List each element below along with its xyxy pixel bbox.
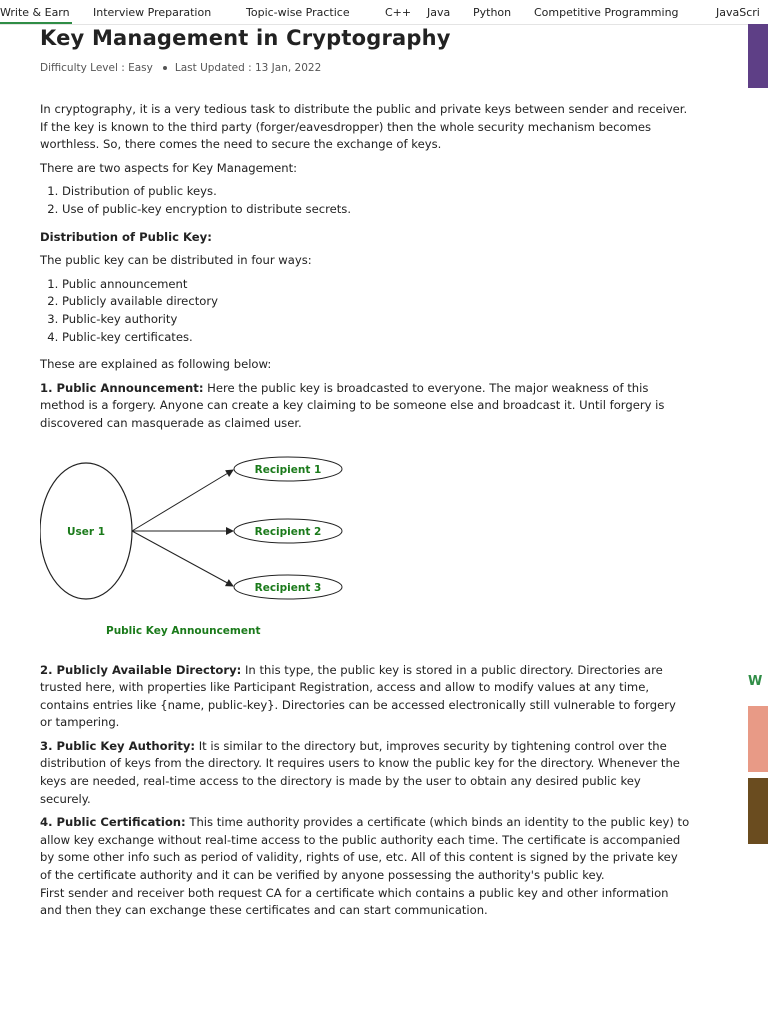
- ways-list: [40, 276, 690, 346]
- page-title: Key Management in Cryptography: [40, 26, 451, 50]
- public-key-announcement-diagram: [40, 441, 360, 646]
- section-public-key-authority: [40, 738, 690, 808]
- nav-python[interactable]: Python: [473, 6, 512, 19]
- nav-competitive-programming[interactable]: Competitive Programming: [534, 6, 679, 19]
- section-public-certification-cont: First sender and receiver both request CA for a certificate which contains a public key and other information and then they can exchange these certificates and can start communication.: [40, 885, 669, 918]
- section-title: 3. Public Key Authority:: [40, 738, 196, 753]
- section-title: 1. Public Announcement:: [40, 380, 204, 395]
- sidebar-partial: [748, 24, 768, 1024]
- sidebar-thumbnail[interactable]: [748, 706, 768, 772]
- nav-interview-preparation[interactable]: Interview Preparation: [93, 6, 212, 19]
- section-public-certification: [40, 814, 690, 884]
- diagram-caption: Public Key Announcement: [106, 624, 261, 637]
- diagram-svg: [40, 441, 360, 621]
- distribution-heading: Distribution of Public Key:: [40, 229, 212, 244]
- sidebar-thumbnail[interactable]: [748, 24, 768, 88]
- top-nav: [0, 0, 768, 25]
- list-item: 1. Public announcement: [62, 276, 690, 294]
- last-updated: Last Updated : 13 Jan, 2022: [174, 62, 322, 74]
- separator-dot: [163, 66, 167, 70]
- difficulty-level: Difficulty Level : Easy: [40, 62, 153, 74]
- aspects-list: [40, 183, 690, 218]
- section-text: This time authority provides a certificate (which binds an identity to the public key) to allow key exchange without real-time access to the public authority each time. The certificate is accompanied by some other info such as period of validity, rights of use, etc. All of this content is signed by the private key of the certificate authority and it can be verified by anyone possessing the authority's public key.: [40, 815, 690, 883]
- section-text: It is similar to the directory but, improves security by tightening control over the distribution of keys from the directory. It requires users to know the public key for the directory. Whenever the keys are needed, real-time access to the directory is made by the user to obtain any desired public key securely.: [40, 738, 680, 806]
- nav-active-underline: [0, 22, 72, 24]
- nav-cpp[interactable]: C++: [385, 6, 412, 19]
- sidebar-thumbnail[interactable]: [748, 778, 768, 844]
- section-title: 4. Public Certification:: [40, 815, 186, 830]
- article-content: [40, 101, 690, 926]
- section-public-directory: [40, 662, 690, 732]
- list-item: 3. Public-key authority: [62, 311, 690, 329]
- section-public-announcement: [40, 380, 690, 433]
- section-text: In this type, the public key is stored in a public directory. Directories are trusted here, with properties like Participant Registration, access and allow to modify values at any time, contains entries like {name, public-key}. Directories can be accessed electronically still vulnerable to forgery or tampering.: [40, 662, 676, 730]
- nav-javascript[interactable]: JavaScri: [716, 6, 760, 19]
- section-text: Here the public key is broadcasted to everyone. The major weakness of this method is a forgery. Anyone can create a key claiming to be someone else and broadcast it. Until forgery is discovered can masquerade as claimed user.: [40, 380, 665, 430]
- intro-paragraph: In cryptography, it is a very tedious task to distribute the public and private keys between sender and receiver. If the key is known to the third party (forger/eavesdropper) then the whole security mechanism becomes worthless. So, there comes the need to secure the exchange of keys.: [40, 102, 688, 152]
- recipient-1-label: Recipient 1: [254, 463, 322, 476]
- sidebar-section-letter: W: [748, 674, 763, 689]
- arrow-to-recipient-1: [132, 470, 233, 531]
- article-meta: [40, 62, 321, 74]
- aspects-intro: There are two aspects for Key Management:: [40, 160, 298, 175]
- list-item: 2. Publicly available directory: [62, 293, 690, 311]
- recipient-2-label: Recipient 2: [254, 525, 322, 538]
- user-label: User 1: [66, 525, 106, 538]
- nav-write-earn[interactable]: Write & Earn: [0, 6, 70, 19]
- list-item: 2. Use of public-key encryption to distribute secrets.: [62, 201, 690, 219]
- list-item: 4. Public-key certificates.: [62, 329, 690, 347]
- ways-intro: The public key can be distributed in four ways:: [40, 253, 312, 268]
- recipient-3-label: Recipient 3: [254, 581, 322, 594]
- nav-java[interactable]: Java: [427, 6, 451, 19]
- nav-topic-wise-practice[interactable]: Topic-wise Practice: [246, 6, 350, 19]
- arrow-to-recipient-3: [132, 531, 233, 586]
- list-item: 1. Distribution of public keys.: [62, 183, 690, 201]
- explained-text: These are explained as following below:: [40, 357, 272, 372]
- section-title: 2. Publicly Available Directory:: [40, 662, 242, 677]
